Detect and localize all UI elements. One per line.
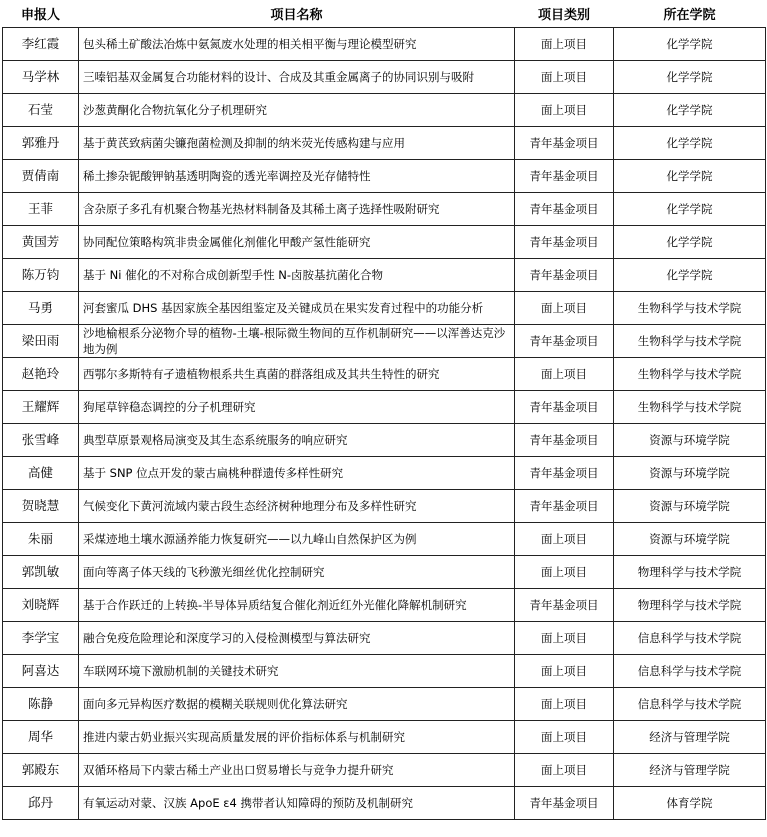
project-title-cell: 推进内蒙古奶业振兴实现高质量发展的评价指标体系与机制研究	[79, 721, 515, 754]
table-row	[3, 160, 766, 193]
header-row	[3, 0, 766, 28]
applicant-cell: 郭凯敏	[3, 556, 79, 589]
college-cell: 化学学院	[614, 61, 766, 94]
category-cell: 面上项目	[515, 61, 614, 94]
applicant-cell: 李红霞	[3, 28, 79, 61]
applicant-cell: 郭雅丹	[3, 127, 79, 160]
table-row	[3, 325, 766, 358]
project-title-cell: 基于 SNP 位点开发的蒙古扁桃种群遗传多样性研究	[79, 457, 515, 490]
applicant-cell: 王耀辉	[3, 391, 79, 424]
project-title-cell: 车联网环境下激励机制的关键技术研究	[79, 655, 515, 688]
project-title-cell: 双循环格局下内蒙古稀土产业出口贸易增长与竞争力提升研究	[79, 754, 515, 787]
table-row	[3, 226, 766, 259]
applicant-cell: 黄国芳	[3, 226, 79, 259]
project-title-cell: 包头稀土矿酸法冶炼中氨氮废水处理的相关相平衡与理论模型研究	[79, 28, 515, 61]
applicant-cell: 陈万钧	[3, 259, 79, 292]
category-cell: 面上项目	[515, 622, 614, 655]
project-title-cell: 典型草原景观格局演变及其生态系统服务的响应研究	[79, 424, 515, 457]
applicant-cell: 马勇	[3, 292, 79, 325]
project-title-cell: 沙地榆根系分泌物介导的植物-土壤-根际微生物间的互作机制研究——以浑善达克沙地为例	[79, 325, 515, 358]
project-title-cell: 基于合作跃迁的上转换-半导体异质结复合催化剂近红外光催化降解机制研究	[79, 589, 515, 622]
project-title-cell: 含杂原子多孔有机聚合物基光热材料制备及其稀土离子选择性吸附研究	[79, 193, 515, 226]
header-applicant: 申报人	[20, 8, 60, 23]
project-title-cell: 面向等离子体天线的飞秒激光细丝优化控制研究	[79, 556, 515, 589]
project-title-cell: 西鄂尔多斯特有孑遗植物根系共生真菌的群落组成及其共生特性的研究	[79, 358, 515, 391]
applicant-cell: 郭殿东	[3, 754, 79, 787]
college-cell: 经济与管理学院	[614, 721, 766, 754]
header-college: 所在学院	[663, 8, 716, 23]
college-cell: 化学学院	[614, 127, 766, 160]
applicant-cell: 赵艳玲	[3, 358, 79, 391]
college-cell: 物理科学与技术学院	[614, 556, 766, 589]
college-cell: 化学学院	[614, 160, 766, 193]
applicant-cell: 周华	[3, 721, 79, 754]
applicant-cell: 贺晓慧	[3, 490, 79, 523]
table-row	[3, 61, 766, 94]
project-table	[2, 0, 766, 820]
category-cell: 青年基金项目	[515, 259, 614, 292]
college-cell: 资源与环境学院	[614, 424, 766, 457]
table-row	[3, 589, 766, 622]
category-cell: 面上项目	[515, 523, 614, 556]
table-body	[3, 28, 766, 820]
category-cell: 青年基金项目	[515, 490, 614, 523]
category-cell: 青年基金项目	[515, 160, 614, 193]
category-cell: 青年基金项目	[515, 457, 614, 490]
project-title-cell: 有氧运动对蒙、汉族 ApoE ε4 携带者认知障碍的预防及机制研究	[79, 787, 515, 820]
category-cell: 面上项目	[515, 721, 614, 754]
project-title-cell: 采煤迹地土壤水源涵养能力恢复研究——以九峰山自然保护区为例	[79, 523, 515, 556]
table-row	[3, 259, 766, 292]
category-cell: 面上项目	[515, 292, 614, 325]
applicant-cell: 石莹	[3, 94, 79, 127]
table-row	[3, 490, 766, 523]
table-row	[3, 655, 766, 688]
applicant-cell: 朱丽	[3, 523, 79, 556]
category-cell: 面上项目	[515, 556, 614, 589]
project-title-cell: 基于 Ni 催化的不对称合成创新型手性 N-卤胺基抗菌化合物	[79, 259, 515, 292]
category-cell: 面上项目	[515, 754, 614, 787]
category-cell: 青年基金项目	[515, 787, 614, 820]
project-title-cell: 基于黄芪致病菌尖镰孢菌检测及抑制的纳米荧光传感构建与应用	[79, 127, 515, 160]
college-cell: 化学学院	[614, 259, 766, 292]
table-row	[3, 28, 766, 61]
category-cell: 面上项目	[515, 28, 614, 61]
table-row	[3, 94, 766, 127]
applicant-cell: 张雪峰	[3, 424, 79, 457]
table-row	[3, 457, 766, 490]
college-cell: 资源与环境学院	[614, 523, 766, 556]
applicant-cell: 李学宝	[3, 622, 79, 655]
table-row	[3, 688, 766, 721]
project-title-cell: 狗尾草锌稳态调控的分子机理研究	[79, 391, 515, 424]
applicant-cell: 高健	[3, 457, 79, 490]
applicant-cell: 阿喜达	[3, 655, 79, 688]
table-row	[3, 193, 766, 226]
college-cell: 信息科学与技术学院	[614, 688, 766, 721]
applicant-cell: 马学林	[3, 61, 79, 94]
category-cell: 青年基金项目	[515, 589, 614, 622]
college-cell: 经济与管理学院	[614, 754, 766, 787]
table-row	[3, 358, 766, 391]
college-cell: 体育学院	[614, 787, 766, 820]
project-title-cell: 河套蜜瓜 DHS 基因家族全基因组鉴定及关键成员在果实发育过程中的功能分析	[79, 292, 515, 325]
college-cell: 生物科学与技术学院	[614, 325, 766, 358]
category-cell: 青年基金项目	[515, 193, 614, 226]
table-row	[3, 292, 766, 325]
college-cell: 资源与环境学院	[614, 490, 766, 523]
college-cell: 资源与环境学院	[614, 457, 766, 490]
project-title-cell: 稀土掺杂铌酸钾钠基透明陶瓷的透光率调控及光存储特性	[79, 160, 515, 193]
project-title-cell: 三嗪铝基双金属复合功能材料的设计、合成及其重金属离子的协同识别与吸附	[79, 61, 515, 94]
table-row	[3, 127, 766, 160]
applicant-cell: 陈静	[3, 688, 79, 721]
college-cell: 信息科学与技术学院	[614, 655, 766, 688]
header-project: 项目名称	[270, 8, 323, 23]
college-cell: 化学学院	[614, 226, 766, 259]
applicant-cell: 王菲	[3, 193, 79, 226]
applicant-cell: 梁田雨	[3, 325, 79, 358]
table-row	[3, 787, 766, 820]
category-cell: 青年基金项目	[515, 391, 614, 424]
college-cell: 生物科学与技术学院	[614, 391, 766, 424]
header-category: 项目类别	[537, 8, 590, 23]
college-cell: 化学学院	[614, 94, 766, 127]
category-cell: 青年基金项目	[515, 325, 614, 358]
project-title-cell: 融合免疫危险理论和深度学习的入侵检测模型与算法研究	[79, 622, 515, 655]
category-cell: 面上项目	[515, 94, 614, 127]
college-cell: 生物科学与技术学院	[614, 358, 766, 391]
category-cell: 青年基金项目	[515, 226, 614, 259]
category-cell: 面上项目	[515, 358, 614, 391]
category-cell: 青年基金项目	[515, 127, 614, 160]
college-cell: 化学学院	[614, 28, 766, 61]
table-row	[3, 556, 766, 589]
table-row	[3, 424, 766, 457]
project-title-cell: 沙葱黄酮化合物抗氧化分子机理研究	[79, 94, 515, 127]
applicant-cell: 刘晓辉	[3, 589, 79, 622]
college-cell: 化学学院	[614, 193, 766, 226]
category-cell: 青年基金项目	[515, 424, 614, 457]
table-row	[3, 523, 766, 556]
category-cell: 面上项目	[515, 688, 614, 721]
applicant-cell: 邱丹	[3, 787, 79, 820]
table-row	[3, 754, 766, 787]
college-cell: 信息科学与技术学院	[614, 622, 766, 655]
project-title-cell: 面向多元异构医疗数据的模糊关联规则优化算法研究	[79, 688, 515, 721]
table-row	[3, 721, 766, 754]
table-row	[3, 391, 766, 424]
applicant-cell: 贾倩南	[3, 160, 79, 193]
college-cell: 物理科学与技术学院	[614, 589, 766, 622]
project-title-cell: 协同配位策略构筑非贵金属催化剂催化甲酸产氢性能研究	[79, 226, 515, 259]
college-cell: 生物科学与技术学院	[614, 292, 766, 325]
category-cell: 面上项目	[515, 655, 614, 688]
table-row	[3, 622, 766, 655]
project-title-cell: 气候变化下黄河流域内蒙古段生态经济树种地理分布及多样性研究	[79, 490, 515, 523]
